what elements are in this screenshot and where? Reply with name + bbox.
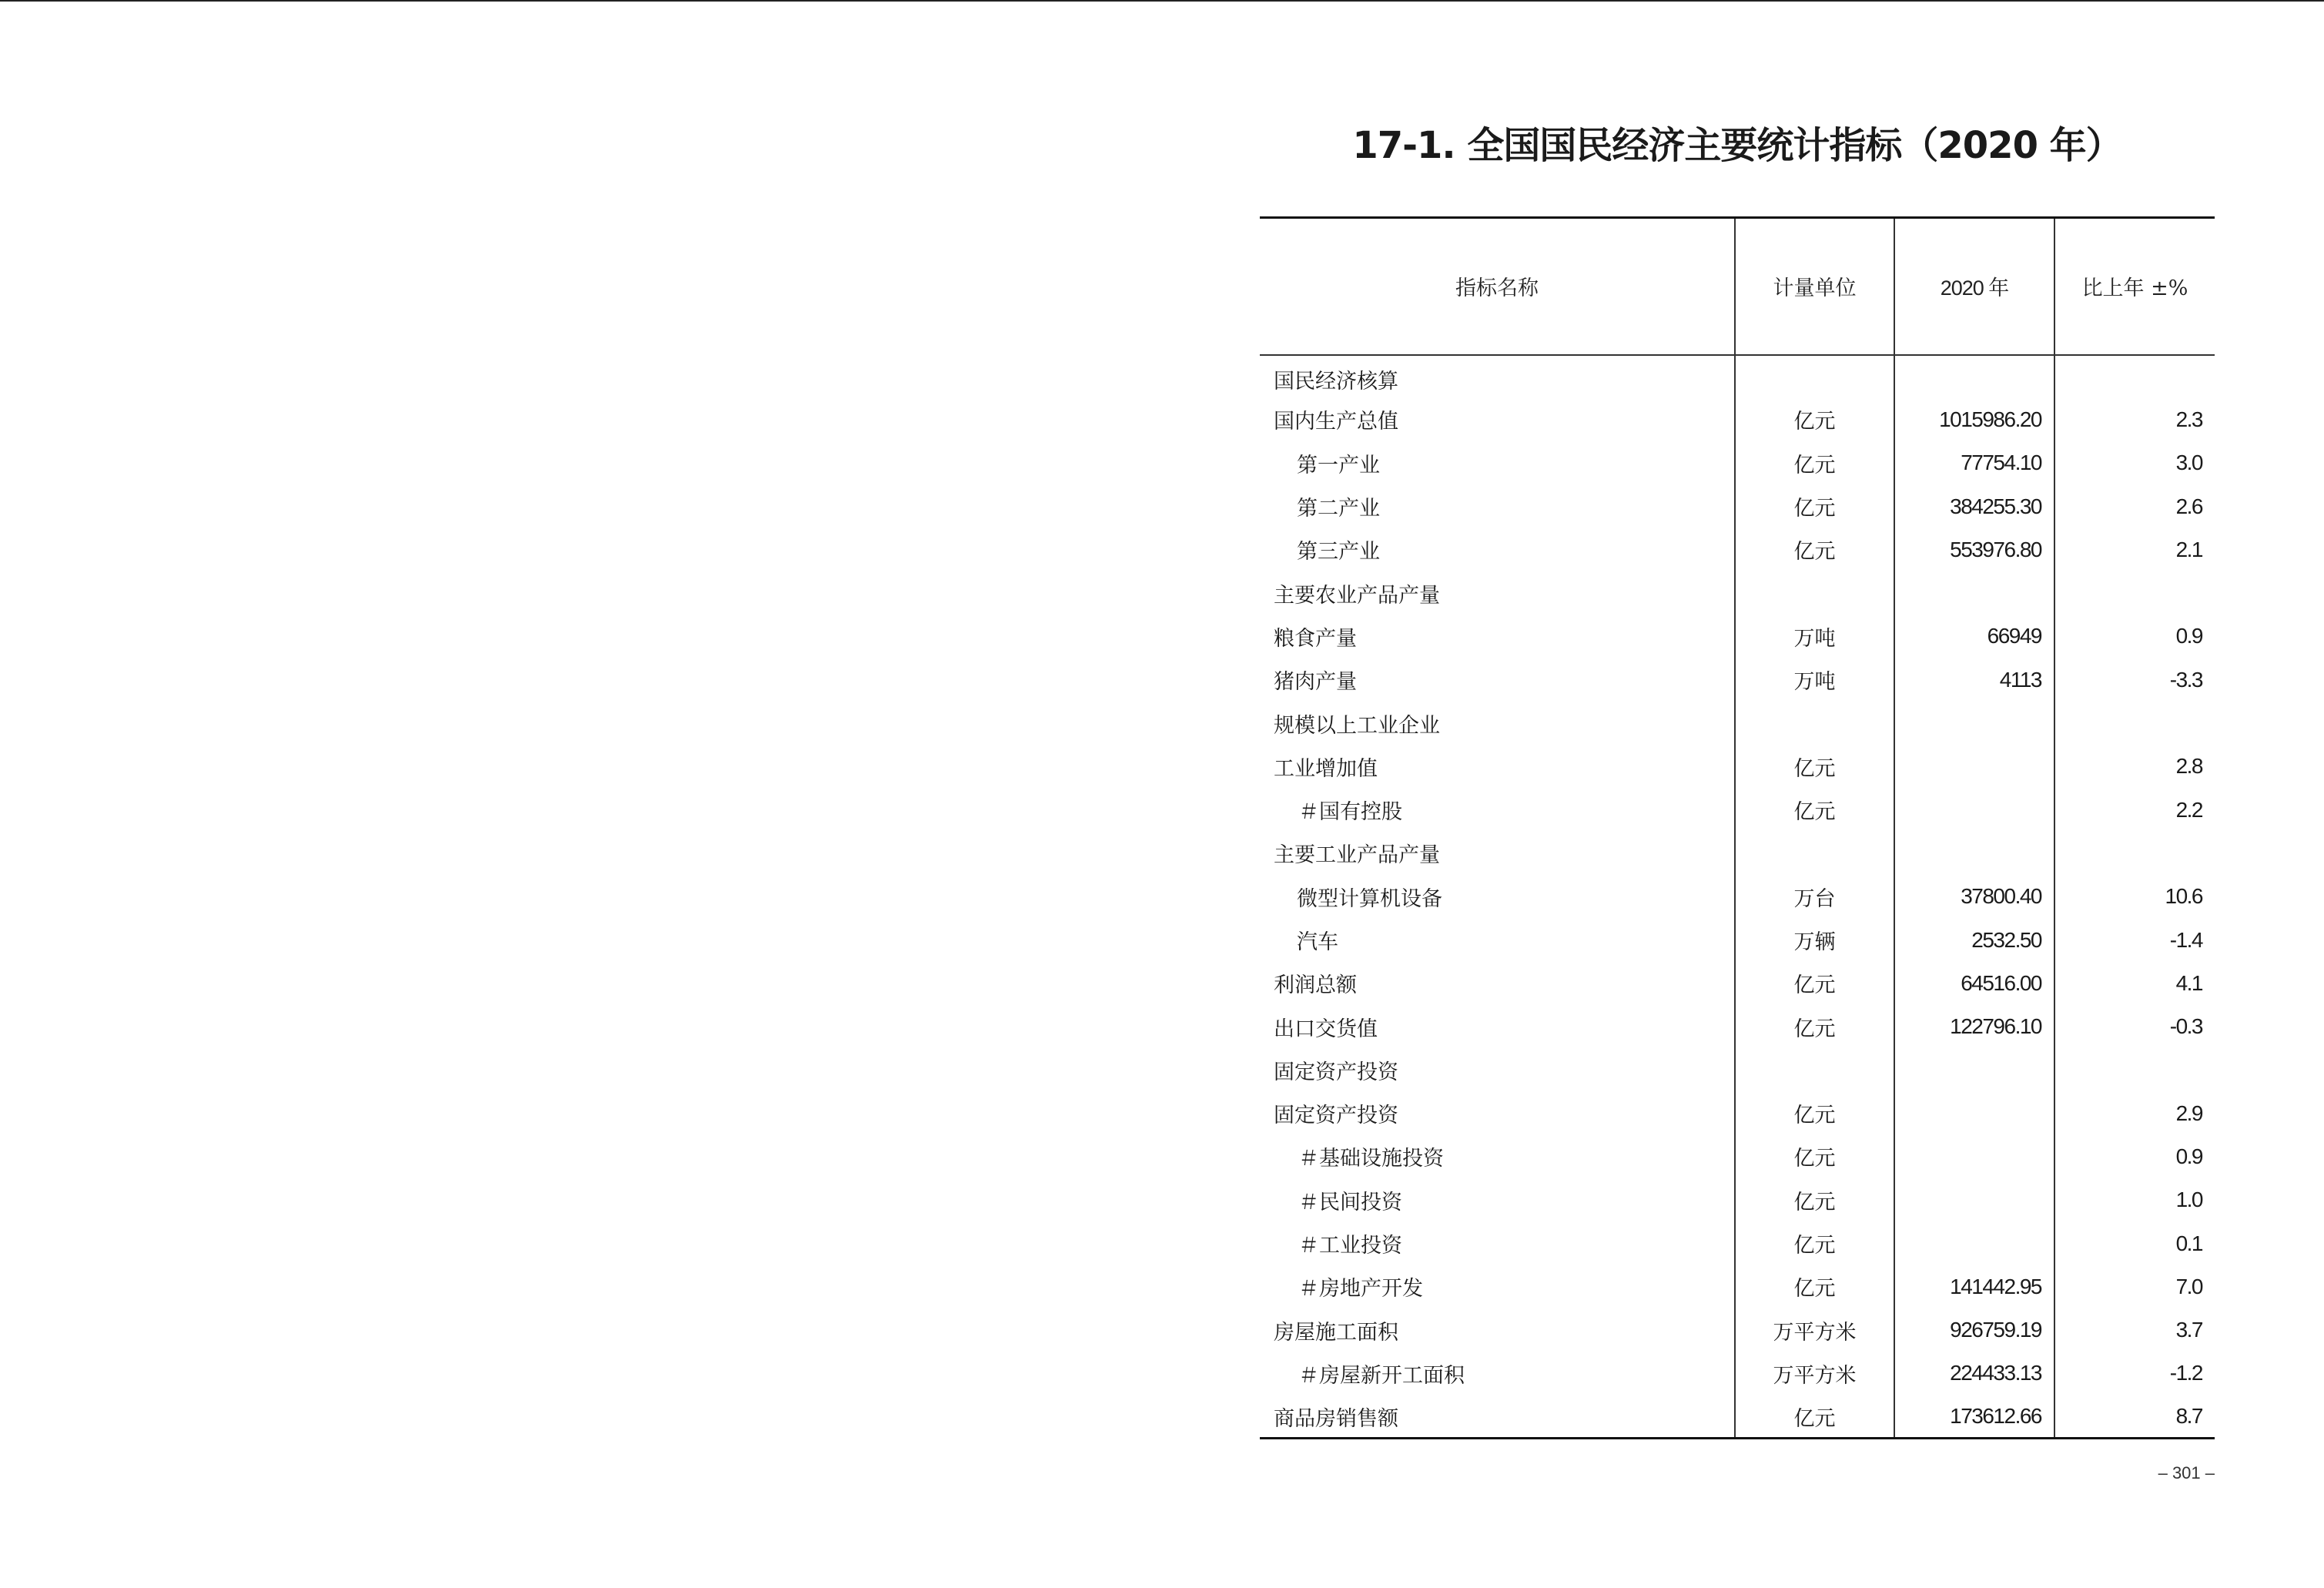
indicator-name-cell: 国内生产总值 xyxy=(1274,410,1398,434)
table-row xyxy=(1260,832,2215,875)
yoy-change-cell xyxy=(2054,702,2215,745)
unit-cell: 亿元 xyxy=(1735,528,1894,571)
indicator-name-cell: 微型计算机设备 xyxy=(1297,886,1442,911)
yoy-change-cell: 2.1 xyxy=(2054,528,2215,571)
unit-cell xyxy=(1735,355,1894,398)
unit-cell: 万平方米 xyxy=(1735,1308,1894,1352)
value-2020-cell: 141442.95 xyxy=(1894,1265,2054,1308)
table-row xyxy=(1260,1135,2215,1178)
table-row xyxy=(1260,745,2215,788)
value-2020-cell xyxy=(1894,788,2054,831)
yoy-change-cell: 10.6 xyxy=(2054,875,2215,918)
table-header xyxy=(1260,218,2215,355)
indicator-name-cell: 粮食产量 xyxy=(1274,626,1357,651)
table-row xyxy=(1260,1178,2215,1221)
indicator-name-cell: 汽车 xyxy=(1297,930,1338,954)
unit-cell: 亿元 xyxy=(1735,745,1894,788)
yoy-change-cell xyxy=(2054,1048,2215,1091)
table-row xyxy=(1260,1005,2215,1048)
indicator-name-cell: 固定资产投资 xyxy=(1274,1060,1398,1084)
table-row xyxy=(1260,788,2215,831)
table-row xyxy=(1260,398,2215,441)
table-row xyxy=(1260,615,2215,658)
indicator-name-cell: ＃房地产开发 xyxy=(1298,1277,1423,1302)
value-2020-cell: 553976.80 xyxy=(1894,528,2054,571)
indicator-name-cell: 第一产业 xyxy=(1297,453,1380,477)
indicator-name-cell: 商品房销售额 xyxy=(1260,1395,1735,1439)
yoy-change-cell xyxy=(2054,571,2215,615)
unit-cell: 亿元 xyxy=(1735,1005,1894,1048)
yoy-change-cell: 2.8 xyxy=(2054,745,2215,788)
yoy-change-cell: -0.3 xyxy=(2054,1005,2215,1048)
table-row xyxy=(1260,528,2215,571)
value-2020-cell: 926759.19 xyxy=(1894,1308,2054,1352)
value-2020-cell: 4113 xyxy=(1894,658,2054,702)
table-row xyxy=(1260,1265,2215,1308)
value-2020-cell: 77754.10 xyxy=(1894,441,2054,484)
top-border-rule xyxy=(0,0,2324,2)
unit-cell: 亿元 xyxy=(1735,1178,1894,1221)
value-2020-cell: 64516.00 xyxy=(1894,962,2054,1005)
value-2020-cell xyxy=(1894,1092,2054,1135)
value-2020-cell: 173612.66 xyxy=(1894,1395,2054,1439)
indicator-name-cell: ＃国有控股 xyxy=(1298,800,1402,825)
value-2020-cell: 384255.30 xyxy=(1894,484,2054,528)
yoy-change-cell: 0.9 xyxy=(2054,615,2215,658)
indicator-name-cell: ＃基础设施投资 xyxy=(1298,1147,1444,1171)
table-row xyxy=(1260,1092,2215,1135)
value-2020-cell xyxy=(1894,355,2054,398)
table-row xyxy=(1260,571,2215,615)
unit-cell xyxy=(1735,702,1894,745)
unit-cell: 亿元 xyxy=(1735,398,1894,441)
indicator-name-cell: 规模以上工业企业 xyxy=(1274,713,1440,738)
unit-cell: 亿元 xyxy=(1735,484,1894,528)
value-2020-cell xyxy=(1894,1221,2054,1265)
table-row xyxy=(1260,355,2215,398)
table-row xyxy=(1260,702,2215,745)
value-2020-cell xyxy=(1894,1178,2054,1221)
page-title: 17-1. 全国国民经济主要统计指标（2020 年） xyxy=(1352,124,2122,167)
unit-cell: 亿元 xyxy=(1735,1092,1894,1135)
value-2020-cell: 2532.50 xyxy=(1894,918,2054,961)
unit-cell: 亿元 xyxy=(1735,1265,1894,1308)
table-row xyxy=(1260,1221,2215,1265)
yoy-change-cell xyxy=(2054,355,2215,398)
yoy-change-cell: 4.1 xyxy=(2054,962,2215,1005)
value-2020-cell xyxy=(1894,745,2054,788)
value-2020-cell: 37800.40 xyxy=(1894,875,2054,918)
yoy-change-cell xyxy=(2054,832,2215,875)
yoy-change-cell: 0.1 xyxy=(2054,1221,2215,1265)
value-2020-cell xyxy=(1894,832,2054,875)
indicator-name-cell: 工业增加值 xyxy=(1274,756,1378,781)
yoy-change-cell: -3.3 xyxy=(2054,658,2215,702)
table-row xyxy=(1260,441,2215,484)
value-2020-cell xyxy=(1894,702,2054,745)
indicator-name-cell: 国民经济核算 xyxy=(1274,369,1398,394)
yoy-change-cell: 1.0 xyxy=(2054,1178,2215,1221)
indicator-name-cell: 主要农业产品产量 xyxy=(1274,583,1440,608)
yoy-change-cell: 2.6 xyxy=(2054,484,2215,528)
unit-cell: 万台 xyxy=(1735,875,1894,918)
header-row xyxy=(1260,218,2215,355)
yoy-change-cell: 2.9 xyxy=(2054,1092,2215,1135)
indicator-name-cell: ＃民间投资 xyxy=(1298,1190,1402,1214)
table-row xyxy=(1260,875,2215,918)
value-2020-cell xyxy=(1894,571,2054,615)
indicator-name-cell: 房屋施工面积 xyxy=(1274,1320,1398,1345)
table-body xyxy=(1260,355,2215,1439)
unit-cell xyxy=(1735,571,1894,615)
yoy-change-cell: -1.2 xyxy=(2054,1352,2215,1395)
unit-cell: 亿元 xyxy=(1735,1395,1894,1439)
statistics-table xyxy=(1260,216,2215,1439)
unit-cell: 万吨 xyxy=(1735,615,1894,658)
unit-cell: 万平方米 xyxy=(1735,1352,1894,1395)
value-2020-cell: 1015986.20 xyxy=(1894,398,2054,441)
table-row xyxy=(1260,962,2215,1005)
yoy-change-cell: 3.0 xyxy=(2054,441,2215,484)
table-row xyxy=(1260,658,2215,702)
header-2020-value: 2020 年 xyxy=(1894,218,2054,355)
indicator-name-cell: 出口交货值 xyxy=(1274,1017,1378,1041)
value-2020-cell xyxy=(1894,1048,2054,1091)
unit-cell: 亿元 xyxy=(1735,962,1894,1005)
table-row xyxy=(1260,918,2215,961)
header-unit: 计量单位 xyxy=(1735,218,1894,355)
unit-cell: 万吨 xyxy=(1735,658,1894,702)
yoy-change-cell: 8.7 xyxy=(2054,1395,2215,1439)
table-row xyxy=(1260,1308,2215,1352)
value-2020-cell: 66949 xyxy=(1894,615,2054,658)
header-indicator-name: 指标名称 xyxy=(1260,218,1735,355)
yoy-change-cell: 3.7 xyxy=(2054,1308,2215,1352)
indicator-name-cell: ＃工业投资 xyxy=(1298,1234,1402,1258)
unit-cell xyxy=(1735,1048,1894,1091)
header-yoy-change: 比上年 ±% xyxy=(2054,218,2215,355)
yoy-change-cell: 0.9 xyxy=(2054,1135,2215,1178)
yoy-change-cell: 2.3 xyxy=(2054,398,2215,441)
table-row xyxy=(1260,484,2215,528)
unit-cell: 亿元 xyxy=(1735,788,1894,831)
indicator-name-cell: 主要工业产品产量 xyxy=(1274,843,1440,868)
unit-cell: 亿元 xyxy=(1735,441,1894,484)
yoy-change-cell: 7.0 xyxy=(2054,1265,2215,1308)
unit-cell: 亿元 xyxy=(1735,1221,1894,1265)
table-row xyxy=(1260,1352,2215,1395)
indicator-name-cell: 利润总额 xyxy=(1274,973,1357,998)
yoy-change-cell: -1.4 xyxy=(2054,918,2215,961)
table-row xyxy=(1260,1048,2215,1091)
table-row xyxy=(1260,1395,2215,1439)
indicator-name-cell: 第三产业 xyxy=(1297,540,1380,565)
value-2020-cell: 122796.10 xyxy=(1894,1005,2054,1048)
unit-cell xyxy=(1735,832,1894,875)
indicator-name-cell: 猪肉产量 xyxy=(1274,670,1357,695)
value-2020-cell: 224433.13 xyxy=(1894,1352,2054,1395)
indicator-name-cell: 第二产业 xyxy=(1297,497,1380,521)
value-2020-cell xyxy=(1894,1135,2054,1178)
unit-cell: 万辆 xyxy=(1735,918,1894,961)
indicator-name-cell: ＃房屋新开工面积 xyxy=(1298,1363,1465,1388)
unit-cell: 亿元 xyxy=(1735,1135,1894,1178)
yoy-change-cell: 2.2 xyxy=(2054,788,2215,831)
indicator-name-cell: 固定资产投资 xyxy=(1274,1104,1398,1128)
page-number: – 301 – xyxy=(2158,1463,2215,1482)
